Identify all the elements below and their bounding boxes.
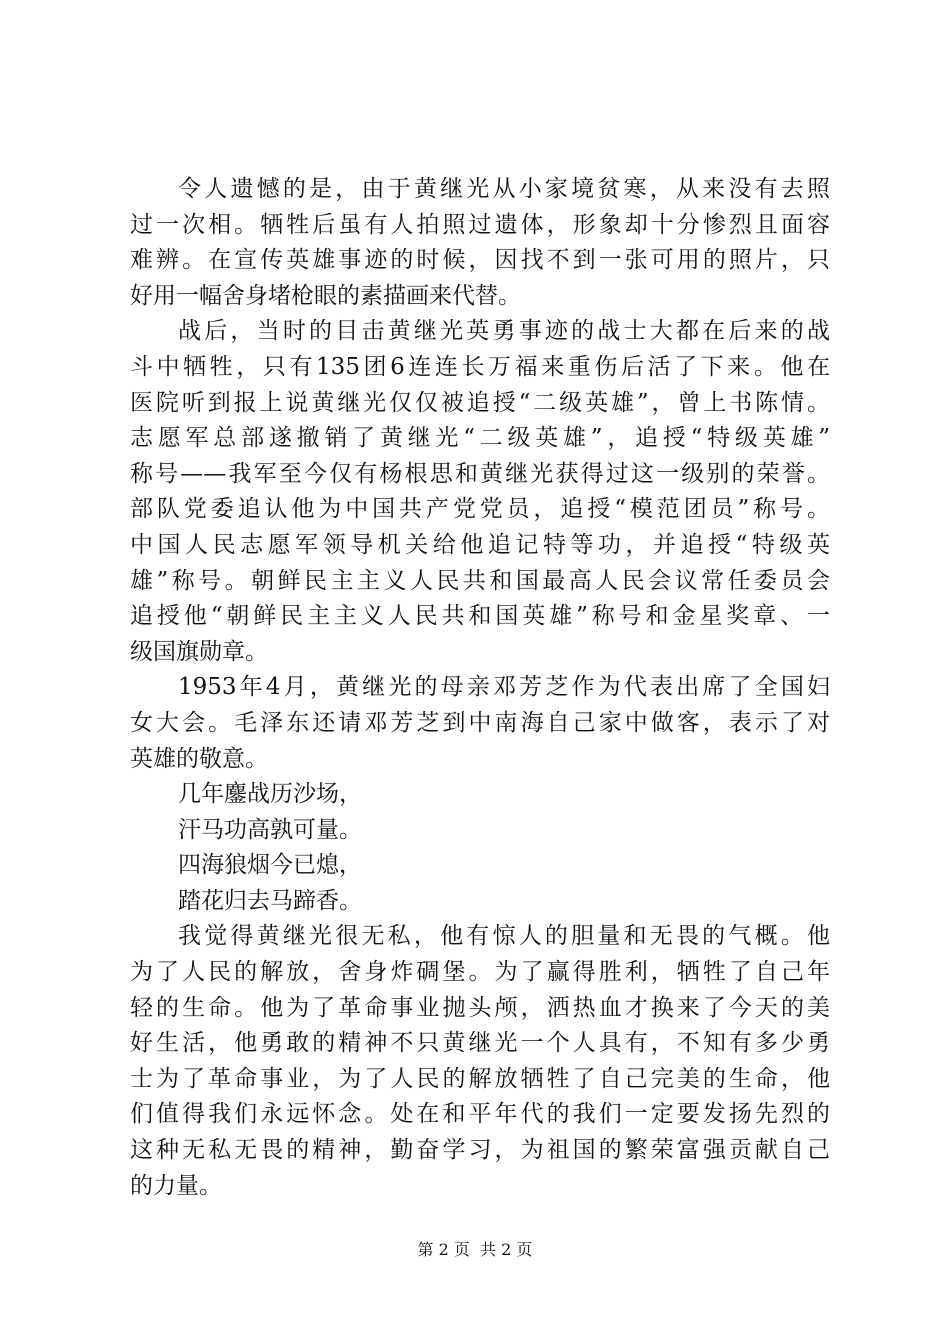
text-line: 轻的生命。他为了革命事业抛头颅，洒热血才换来了今天的美 (130, 994, 830, 1021)
text-line: 踏花归去马蹄香。 (178, 887, 362, 914)
text-line: 好生活，他勇敢的精神不只黄继光一个人具有，不知有多少勇 (130, 1030, 830, 1057)
text-line: 部队党委追认他为中国共产党党员，追授“模范团员”称号。 (130, 496, 830, 523)
text-line: 中国人民志愿军领导机关给他追记特等功，并追授“特级英 (130, 531, 830, 558)
text-line: 几年鏖战历沙场， (178, 781, 362, 808)
text-line: 们值得我们永远怀念。处在和平年代的我们一定要发扬先烈的 (130, 1101, 830, 1128)
text-line: 医院听到报上说黄继光仅仅被追授“二级英雄”，曾上书陈情。 (130, 389, 830, 416)
text-line: 战后，当时的目击黄继光英勇事迹的战士大都在后来的战 (178, 318, 830, 345)
text-line: 英雄的敬意。 (130, 745, 268, 772)
text-line: 称号——我军至今仅有杨根思和黄继光获得过这一级别的荣誉。 (130, 460, 830, 487)
text-line: 雄”称号。朝鲜民主主义人民共和国最高人民会议常任委员会 (130, 567, 830, 594)
text-line: 追授他“朝鲜民主主义人民共和国英雄”称号和金星奖章、一 (130, 603, 830, 630)
text-line: 四海狼烟今已熄， (178, 852, 362, 879)
page-footer: 第 2 页 共 2 页 (417, 1240, 533, 1259)
text-line: 难辨。在宣传英雄事迹的时候，因找不到一张可用的照片，只 (130, 247, 830, 274)
text-line: 汗马功高孰可量。 (178, 816, 362, 843)
text-line: 为了人民的解放，舍身炸碉堡。为了赢得胜利，牺牲了自己年 (130, 959, 830, 986)
text-line: 斗中牺牲，只有135团6连连长万福来重伤后活了下来。他在 (130, 353, 830, 380)
text-line: 的力量。 (130, 1172, 222, 1199)
text-line: 令人遗憾的是，由于黄继光从小家境贫寒，从来没有去照 (178, 176, 830, 202)
text-line: 过一次相。牺牲后虽有人拍照过遗体，形象却十分惨烈且面容 (130, 211, 830, 238)
text-line: 级国旗勋章。 (130, 638, 268, 665)
text-line: 志愿军总部遂撤销了黄继光“二级英雄”，追授“特级英雄” (130, 425, 830, 452)
text-line: 这种无私无畏的精神，勤奋学习，为祖国的繁荣富强贡献自己 (130, 1137, 830, 1164)
document-body (130, 172, 830, 1204)
text-line: 我觉得黄继光很无私，他有惊人的胆量和无畏的气概。他 (178, 923, 830, 950)
text-line: 好用一幅舍身堵枪眼的素描画来代替。 (130, 282, 521, 309)
text-line: 女大会。毛泽东还请邓芳芝到中南海自己家中做客，表示了对 (130, 709, 830, 736)
text-line: 士为了革命事业，为了人民的解放牺牲了自己完美的生命，他 (130, 1065, 830, 1092)
text-line: 1953年4月，黄继光的母亲邓芳芝作为代表出席了全国妇 (178, 674, 830, 701)
